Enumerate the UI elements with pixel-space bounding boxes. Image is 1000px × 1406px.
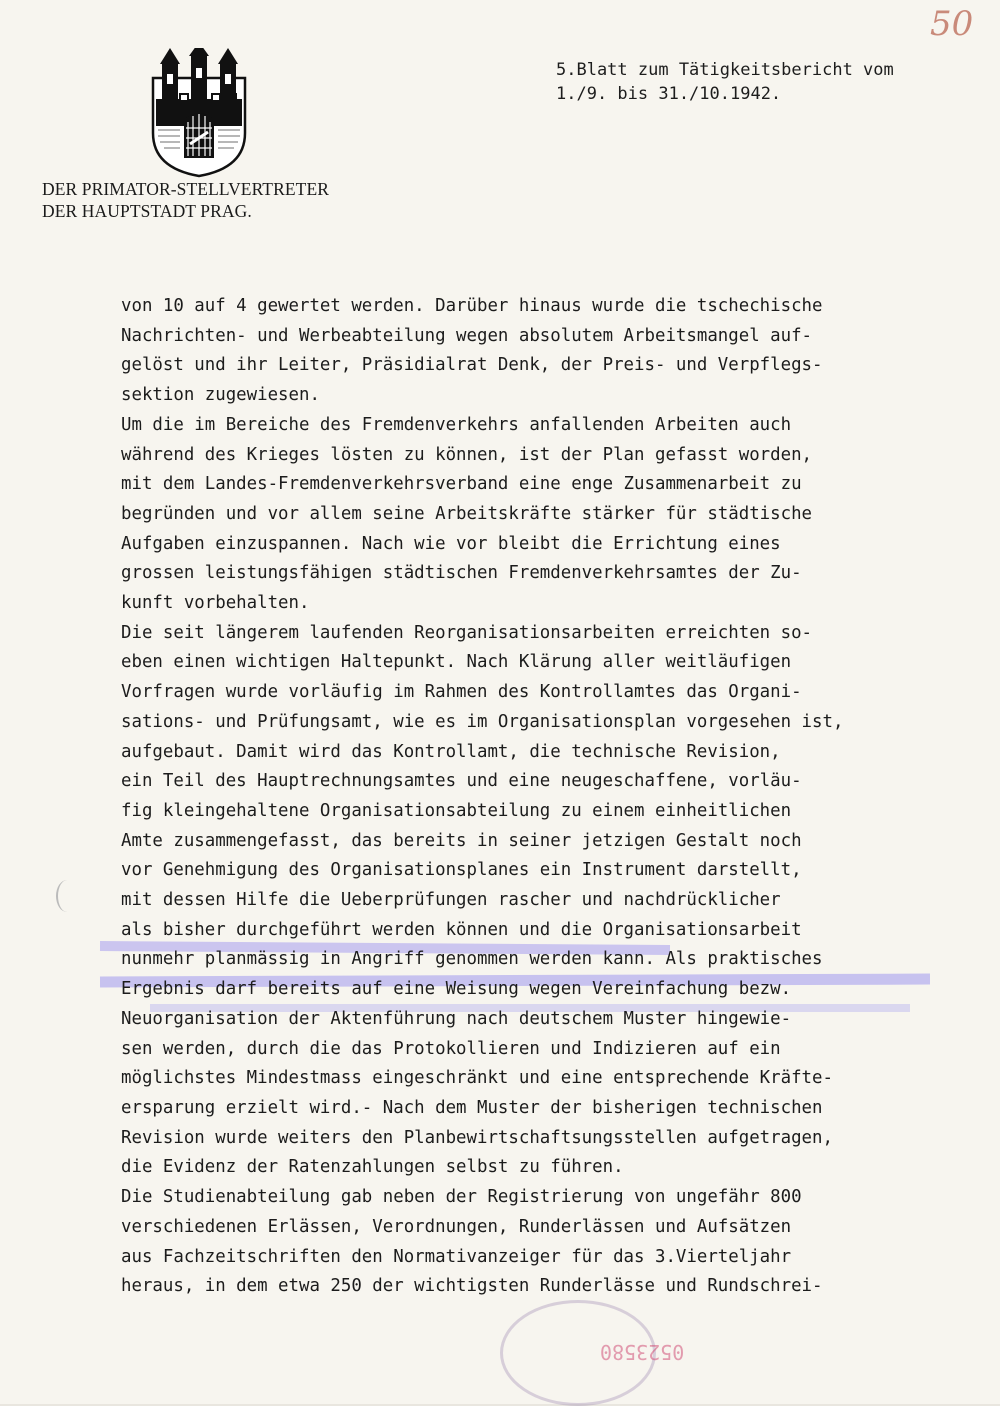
body-line: sations- und Prüfungsamt, wie es im Organisationsplan vorgesehen ist, bbox=[121, 711, 844, 732]
body-line: ein Teil des Hauptrechnungsamtes und eine neugeschaffene, vorläu- bbox=[121, 771, 802, 792]
body-line: Amte zusammengefasst, das bereits in seiner jetzigen Gestalt noch bbox=[121, 830, 802, 851]
body-line: Die seit längerem laufenden Reorganisationsarbeiten erreichten so- bbox=[121, 622, 813, 643]
body-line: Neuorganisation der Aktenführung nach deutschem Muster hingewie- bbox=[121, 1008, 792, 1029]
margin-mark bbox=[56, 880, 78, 912]
body-line: gelöst und ihr Leiter, Präsidialrat Denk, der Preis- und Verpflegs- bbox=[121, 355, 823, 376]
body-line: möglichstes Mindestmass eingeschränkt und eine entsprechende Kräfte- bbox=[121, 1068, 833, 1089]
body-line: kunft vorbehalten. bbox=[121, 593, 310, 614]
body-line: verschiedenen Erlässen, Verordnungen, Runderlässen und Aufsätzen bbox=[121, 1216, 792, 1237]
body-line: grossen leistungsfähigen städtischen Fremdenverkehrsamtes der Zu- bbox=[121, 563, 802, 584]
body-line: Die Studienabteilung gab neben der Registrierung von ungefähr 800 bbox=[121, 1187, 802, 1208]
body-line: mit dessen Hilfe die Ueberprüfungen rascher und nachdrücklicher bbox=[121, 890, 781, 911]
prague-coat-of-arms-icon bbox=[150, 48, 248, 178]
body-line: aufgebaut. Damit wird das Kontrollamt, die technische Revision, bbox=[121, 741, 781, 762]
body-line: während des Krieges lösten zu können, ist der Plan gefasst worden, bbox=[121, 444, 813, 465]
body-line: heraus, in dem etwa 250 der wichtigsten Runderlässe und Rundschrei- bbox=[121, 1276, 823, 1297]
body-line: sektion zugewiesen. bbox=[121, 385, 320, 406]
report-reference-line-2: 1./9. bis 31./10.1942. bbox=[556, 84, 782, 104]
body-line: mit dem Landes-Fremdenverkehrsverband eine enge Zusammenarbeit zu bbox=[121, 474, 802, 495]
body-line: nunmehr planmässig in Angriff genommen werden kann. Als praktisches bbox=[121, 949, 823, 970]
report-reference bbox=[556, 58, 894, 106]
handwritten-page-number: 50 bbox=[930, 4, 974, 44]
body-line: fig kleingehaltene Organisationsabteilung zu einem einheitlichen bbox=[121, 800, 792, 821]
body-line: Vorfragen wurde vorläufig im Rahmen des Kontrollamtes das Organi- bbox=[121, 682, 802, 703]
body-line: Um die im Bereiche des Fremdenverkehrs anfallenden Arbeiten auch bbox=[121, 414, 792, 435]
issuer-block bbox=[42, 178, 329, 222]
body-line: Revision wurde weiters den Planbewirtschaftsungsstellen aufgetragen, bbox=[121, 1127, 833, 1148]
report-body bbox=[121, 292, 951, 1302]
body-line: als bisher durchgeführt werden können und die Organisationsarbeit bbox=[121, 919, 802, 940]
body-line: die Evidenz der Ratenzahlungen selbst zu führen. bbox=[121, 1157, 624, 1178]
body-line: Aufgaben einzuspannen. Nach wie vor bleibt die Errichtung eines bbox=[121, 533, 781, 554]
body-line: begründen und vor allem seine Arbeitskräfte stärker für städtische bbox=[121, 503, 813, 524]
body-line: eben einen wichtigen Haltepunkt. Nach Klärung aller weitläufigen bbox=[121, 652, 792, 673]
body-line: Nachrichten- und Werbeabteilung wegen absolutem Arbeitsmangel auf- bbox=[121, 325, 813, 346]
issuer-line-1: DER PRIMATOR-STELLVERTRETER bbox=[42, 179, 330, 199]
body-line: ersparung erzielt wird.- Nach dem Muster der bisherigen technischen bbox=[121, 1097, 823, 1118]
report-reference-line-1: 5.Blatt zum Tätigkeitsbericht vom bbox=[556, 60, 894, 80]
stamp-number: 0523580 bbox=[600, 1340, 685, 1364]
issuer-line-2: DER HAUPTSTADT PRAG. bbox=[42, 201, 252, 221]
body-line: aus Fachzeitschriften den Normativanzeiger für das 3.Vierteljahr bbox=[121, 1246, 792, 1267]
body-line: sen werden, durch die das Protokollieren und Indizieren auf ein bbox=[121, 1038, 781, 1059]
body-line: vor Genehmigung des Organisationsplanes ein Instrument darstellt, bbox=[121, 860, 802, 881]
body-line: von 10 auf 4 gewertet werden. Darüber hinaus wurde die tschechische bbox=[121, 296, 823, 316]
body-line: Ergebnis darf bereits auf eine Weisung wegen Vereinfachung bezw. bbox=[121, 979, 792, 1000]
